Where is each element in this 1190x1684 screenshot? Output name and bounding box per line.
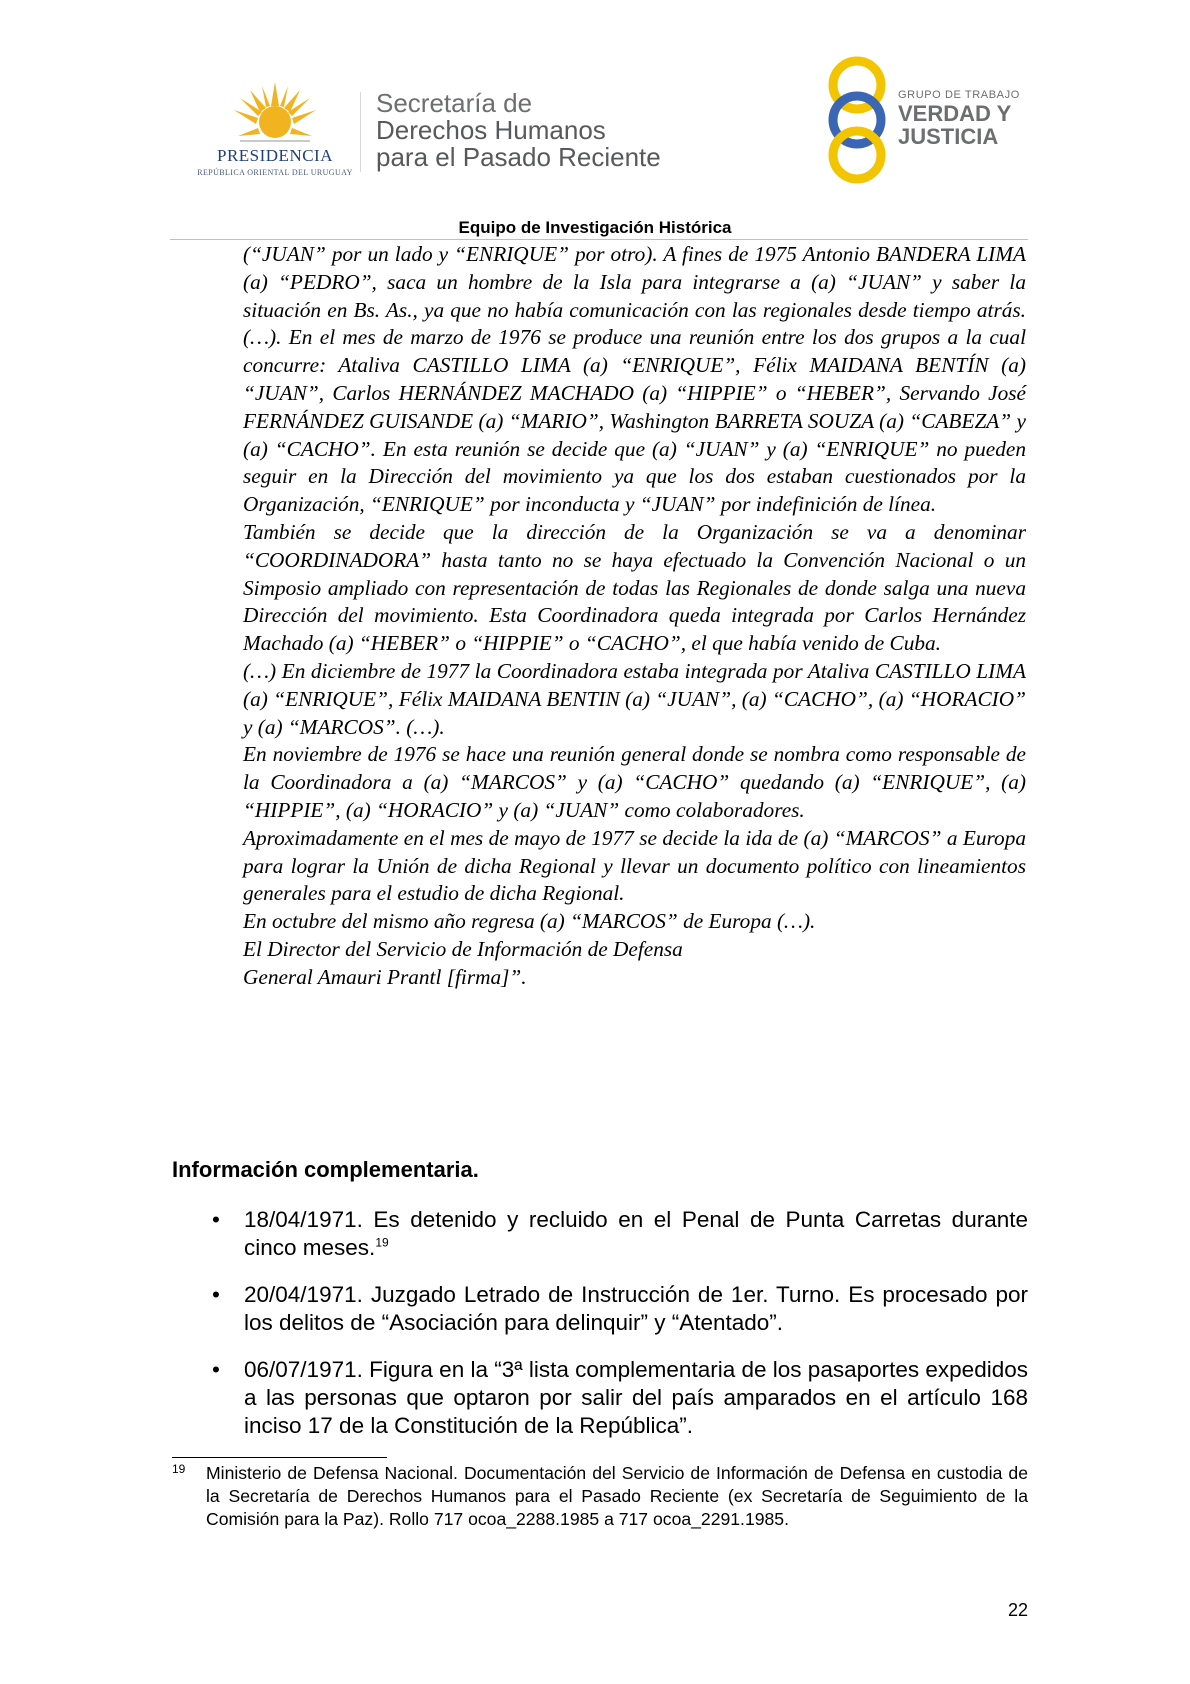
secretaria-line-2: Derechos Humanos (376, 115, 606, 145)
quoted-document (243, 241, 1026, 992)
secretaria-line-3: para el Pasado Reciente (376, 142, 661, 172)
bullet-icon: • (212, 1207, 220, 1232)
gtvj-line-2: VERDAD Y (898, 101, 1012, 126)
quote-paragraph: En noviembre de 1976 se hace una reunión general donde se nombra como responsable de la Coordinadora a (a) “MARCOS” y (a) “CACHO” quedando (a) “ENRIQUE”, (a) “HIPPIE”, (a) “HORACIO” y (a) “JUAN” como colaboradores. (243, 742, 1026, 822)
quote-paragraph: (…) En diciembre de 1977 la Coordinadora estaba integrada por Ataliva CASTILLO LIMA (a) “ENRIQUE”, Félix MAIDANA BENTIN (a) “JUAN”, (a) “CACHO”, (a) “HORACIO” y (a) “MARCOS”. (…). (243, 658, 1026, 739)
list-item (172, 1281, 1028, 1336)
secretaria-title (376, 90, 661, 171)
footnote-number: 19 (172, 1462, 186, 1476)
header-rule (170, 239, 1028, 240)
quote-paragraph: También se decide que la dirección de la Organización se va a denominar “COORDINADORA” hasta tanto no se haya efectuado la Convención Nacional o un Simposio ampliado con representación de todas las Regionales de donde salga una nueva Dirección del movimiento. Esta Coordinadora queda integrada por Carlos Hernández Machado (a) “HEBER” o “HIPPIE” o “CACHO”, el que había venido de Cuba. (243, 519, 1026, 656)
quote-paragraph: En octubre del mismo año regresa (a) “MARCOS” de Europa (…). (243, 909, 816, 934)
republica-label: REPÚBLICA ORIENTAL DEL URUGUAY (197, 168, 353, 177)
presidencia-label: PRESIDENCIA (216, 146, 333, 165)
header-divider (360, 92, 361, 172)
list-item (172, 1356, 1028, 1439)
list-item-text: 06/07/1971. Figura en la “3ª lista complementaria de los pasaportes expedidos a las personas que optaron por salir del país amparados en el artículo 168 inciso 17 de la Constitución de la República”. (244, 1357, 1028, 1438)
bullet-icon: • (212, 1357, 220, 1383)
sun-emblem-icon (230, 80, 320, 152)
secretaria-line-1: Secretaría de (376, 88, 533, 118)
gtvj-line-3: JUSTICIA (898, 124, 999, 149)
section-heading: Información complementaria. (172, 1157, 479, 1182)
gtvj-line-1: GRUPO DE TRABAJO (898, 89, 1020, 101)
quote-paragraph: General Amauri Prantl [firma]”. (243, 964, 527, 989)
list-item-text: 18/04/1971. Es detenido y recluido en el Penal de Punta Carretas durante cinco meses. (244, 1207, 1028, 1260)
verdad-justicia-logo (820, 55, 1040, 185)
linked-rings-icon (820, 55, 894, 185)
header-subtitle: Equipo de Investigación Histórica (458, 218, 732, 237)
footnote-separator (172, 1457, 387, 1458)
info-list (172, 1206, 1028, 1459)
footnote-text: Ministerio de Defensa Nacional. Documentación del Servicio de Información de Defensa en custodia de la Secretaría de Derechos Humanos para el Pasado Reciente (ex Secretaría de Seguimiento de la Comisión para la Paz). Rollo 717 ocoa_2288.1985 a 717 ocoa_2291.1985. (206, 1463, 1028, 1530)
page-number: 22 (1007, 1600, 1028, 1620)
footnote-ref[interactable]: 19 (375, 1235, 389, 1250)
bullet-icon: • (212, 1282, 220, 1308)
footnote (172, 1462, 1028, 1532)
quote-paragraph: (“JUAN” por un lado y “ENRIQUE” por otro). A fines de 1975 Antonio BANDERA LIMA (a) “PEDRO”, saca un hombre de la Isla para integrarse a (a) “JUAN” y saber la situación en Bs. As., ya que no había comunicación con las regionales desde tiempo atrás. (…). En el mes de marzo de 1976 se produce una reunión entre los dos grupos a la cual concurre: Ataliva CASTILLO LIMA (a) “ENRIQUE”, Félix MAIDANA BENTÍN (a) “JUAN”, Carlos HERNÁNDEZ MACHADO (a) “HIPPIE” o “HEBER”, Servando José FERNÁNDEZ GUISANDE (a) “MARIO”, Washington BARRETA SOUZA (a) “CABEZA” y (a) “CACHO”. En esta reunión se decide que (a) “JUAN” y (a) “ENRIQUE” no pueden seguir en la Dirección del movimiento ya que los dos estaban cuestionados por la Organización, “ENRIQUE” por inconducta y “JUAN” por indefinición de línea. (243, 242, 1026, 517)
quote-paragraph: El Director del Servicio de Información de Defensa (243, 936, 683, 961)
list-item-text: 20/04/1971. Juzgado Letrado de Instrucción de 1er. Turno. Es procesado por los delitos de “Asociación para delinquir” y “Atentado”. (244, 1282, 1028, 1335)
list-item (172, 1206, 1028, 1261)
presidencia-logo (195, 80, 355, 180)
quote-paragraph: Aproximadamente en el mes de mayo de 1977 se decide la ida de (a) “MARCOS” a Europa para lograr la Unión de dicha Regional y llevar un documento político con lineamientos generales para el estudio de dicha Regional. (243, 825, 1026, 906)
